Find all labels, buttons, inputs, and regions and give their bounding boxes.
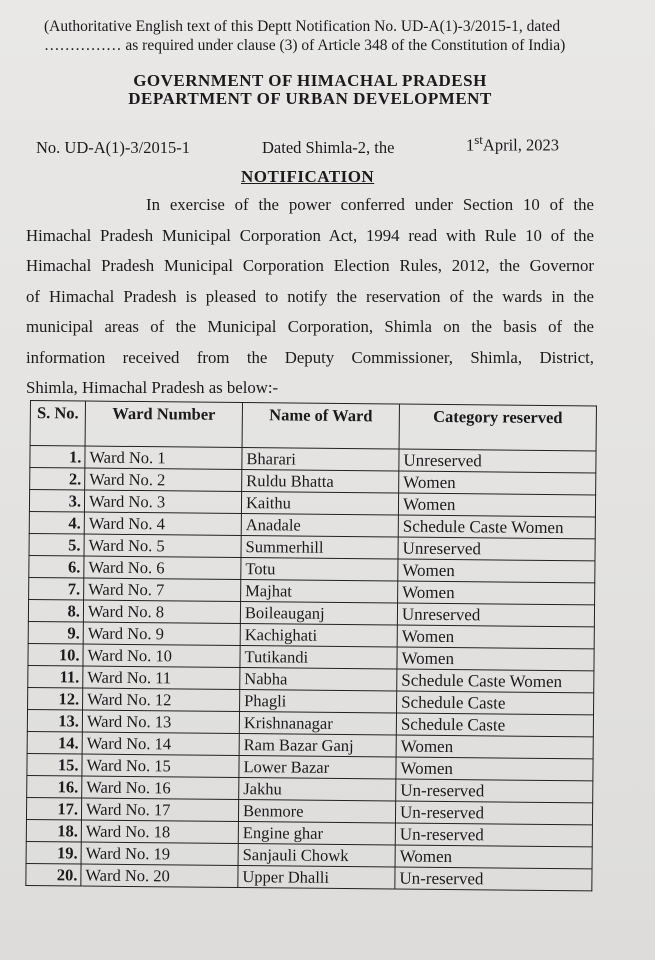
ward-number-cell: Ward No. 1 <box>85 446 242 470</box>
category-cell: Unreserved <box>398 537 595 561</box>
header-ward-number: Ward Number <box>85 401 242 448</box>
header-serial-number: S. No. <box>30 401 85 447</box>
ward-number-cell: Ward No. 13 <box>82 710 239 734</box>
ward-name-cell: Benmore <box>238 800 395 824</box>
serial-number-cell: 9. <box>28 621 83 644</box>
category-cell: Women <box>398 581 595 605</box>
category-cell: Women <box>398 559 595 583</box>
notification-date <box>466 132 559 156</box>
date-day: 1 <box>466 135 475 155</box>
ward-name-cell: Phagli <box>240 690 397 714</box>
ward-number-cell: Ward No. 17 <box>81 798 238 822</box>
table-row <box>26 863 592 890</box>
ward-name-cell: Anadale <box>241 514 398 538</box>
header-category-reserved: Category reserved <box>399 404 596 451</box>
serial-number-cell: 1. <box>30 446 85 469</box>
notification-title: NOTIFICATION <box>241 167 375 186</box>
notification-number: No. UD-A(1)-3/2015-1 <box>36 138 190 157</box>
ward-name-cell: Summerhill <box>241 536 398 560</box>
ward-name-cell: Tutikandi <box>240 646 397 670</box>
serial-number-cell: 2. <box>30 468 85 491</box>
ward-name-cell: Ram Bazar Ganj <box>239 734 396 758</box>
ward-name-cell: Bharari <box>242 448 399 472</box>
serial-number-cell: 15. <box>27 753 82 776</box>
ward-name-cell: Sanjauli Chowk <box>238 844 395 868</box>
ward-number-cell: Ward No. 12 <box>83 688 240 712</box>
dated-label: Dated Shimla-2, the <box>262 138 395 157</box>
date-month-year: April, 2023 <box>482 135 560 155</box>
date-day-suffix: st <box>474 132 483 147</box>
ward-number-cell: Ward No. 18 <box>81 820 238 844</box>
category-cell: Women <box>397 625 594 649</box>
category-cell: Un-reserved <box>395 823 592 847</box>
ward-number-cell: Ward No. 7 <box>84 578 241 602</box>
category-cell: Women <box>396 757 593 781</box>
paragraph-line: information received from the Deputy Commissioner, Shimla, District, <box>26 347 594 367</box>
government-heading: GOVERNMENT OF HIMACHAL PRADESH <box>133 71 487 90</box>
ward-number-cell: Ward No. 8 <box>83 600 240 624</box>
paragraph-line: municipal areas of the Municipal Corporation, Shimla on the basis of the <box>26 317 594 336</box>
authoritative-text-line2: …………… as required under clause (3) of Article 348 of the Constitution of India) <box>44 37 566 54</box>
ward-name-cell: Lower Bazar <box>239 756 396 780</box>
paragraph-line: Shimla, Himachal Pradesh as below:- <box>26 378 279 397</box>
ward-name-cell: Kaithu <box>241 492 398 516</box>
category-cell: Schedule Caste <box>396 713 593 737</box>
paragraph-line: Himachal Pradesh Municipal Corporation Act, 1994 read with Rule 10 of the <box>26 225 594 245</box>
ward-name-cell: Majhat <box>241 580 398 604</box>
paragraph-line: Himachal Pradesh Municipal Corporation Election Rules, 2012, the Governor <box>26 256 594 275</box>
ward-name-cell: Kachighati <box>240 624 397 648</box>
authoritative-text-line1: (Authoritative English text of this Deptt Notification No. UD-A(1)-3/2015-1, dated <box>44 18 561 35</box>
paragraph-line: In exercise of the power conferred under Section 10 of the <box>146 195 594 214</box>
category-cell: Unreserved <box>399 449 596 473</box>
serial-number-cell: 8. <box>28 599 83 622</box>
serial-number-cell: 10. <box>28 643 83 666</box>
category-cell: Unreserved <box>397 603 594 627</box>
department-heading: DEPARTMENT OF URBAN DEVELOPMENT <box>128 89 492 108</box>
paragraph-line: of Himachal Pradesh is pleased to notify the reservation of the wards in the <box>26 286 594 306</box>
notification-paragraph <box>26 190 594 404</box>
ward-number-cell: Ward No. 15 <box>82 754 239 778</box>
category-cell: Women <box>395 845 592 869</box>
serial-number-cell: 12. <box>28 687 83 710</box>
serial-number-cell: 5. <box>29 533 84 556</box>
category-cell: Un-reserved <box>395 801 592 825</box>
category-cell: Un-reserved <box>395 867 592 891</box>
header-name-of-ward: Name of Ward <box>242 403 399 450</box>
ward-name-cell: Boileauganj <box>240 602 397 626</box>
ward-number-cell: Ward No. 14 <box>82 732 239 756</box>
table-header-row <box>30 401 596 451</box>
ward-reservation-table <box>25 400 597 891</box>
ward-name-cell: Jakhu <box>239 778 396 802</box>
ward-name-cell: Upper Dhalli <box>238 866 395 890</box>
ward-number-cell: Ward No. 9 <box>83 622 240 646</box>
serial-number-cell: 11. <box>28 665 83 688</box>
ward-number-cell: Ward No. 20 <box>81 864 238 888</box>
serial-number-cell: 19. <box>26 841 81 864</box>
serial-number-cell: 16. <box>27 775 82 798</box>
ward-name-cell: Ruldu Bhatta <box>242 470 399 494</box>
ward-name-cell: Krishnanagar <box>239 712 396 736</box>
serial-number-cell: 6. <box>29 555 84 578</box>
ward-number-cell: Ward No. 16 <box>82 776 239 800</box>
ward-number-cell: Ward No. 6 <box>84 556 241 580</box>
category-cell: Un-reserved <box>396 779 593 803</box>
serial-number-cell: 3. <box>29 490 84 513</box>
category-cell: Schedule Caste <box>397 691 594 715</box>
ward-number-cell: Ward No. 3 <box>84 490 241 514</box>
serial-number-cell: 13. <box>27 709 82 732</box>
ward-number-cell: Ward No. 5 <box>84 534 241 558</box>
category-cell: Schedule Caste Women <box>398 515 595 539</box>
serial-number-cell: 7. <box>29 577 84 600</box>
ward-number-cell: Ward No. 10 <box>83 644 240 668</box>
category-cell: Schedule Caste Women <box>397 669 594 693</box>
ward-name-cell: Nabha <box>240 668 397 692</box>
ward-name-cell: Engine ghar <box>238 822 395 846</box>
category-cell: Women <box>398 493 595 517</box>
ward-number-cell: Ward No. 19 <box>81 842 238 866</box>
ward-number-cell: Ward No. 2 <box>85 468 242 492</box>
serial-number-cell: 20. <box>26 863 81 886</box>
serial-number-cell: 14. <box>27 731 82 754</box>
serial-number-cell: 18. <box>26 819 81 842</box>
serial-number-cell: 17. <box>26 797 81 820</box>
category-cell: Women <box>396 735 593 759</box>
category-cell: Women <box>399 471 596 495</box>
ward-name-cell: Totu <box>241 558 398 582</box>
serial-number-cell: 4. <box>29 511 84 534</box>
ward-number-cell: Ward No. 11 <box>83 666 240 690</box>
category-cell: Women <box>397 647 594 671</box>
ward-number-cell: Ward No. 4 <box>84 512 241 536</box>
